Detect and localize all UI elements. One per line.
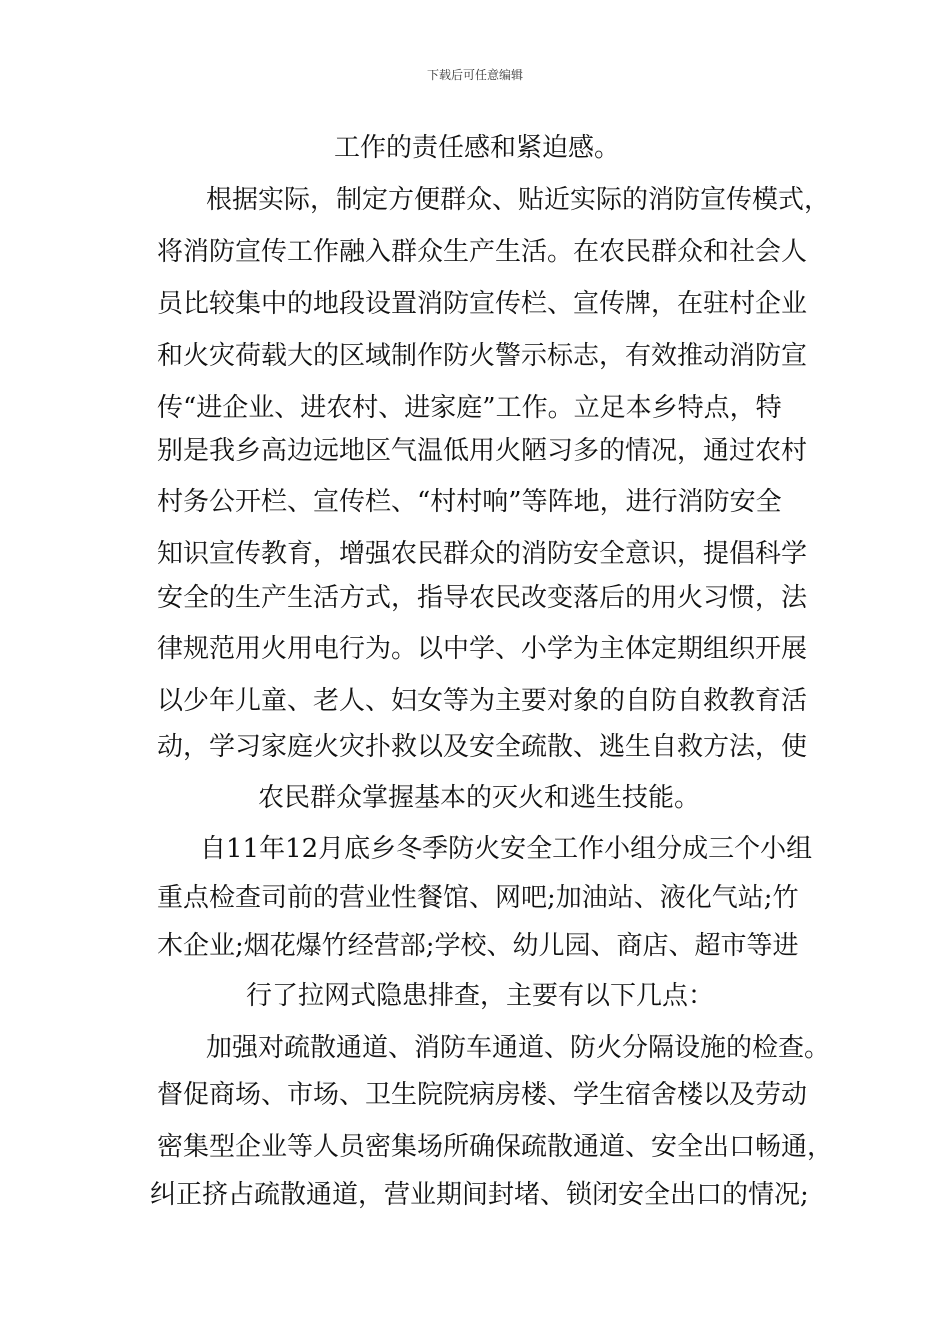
text-line: 督促商场、市场、卫生院院病房楼、学生宿舍楼以及劳动 [157,1080,808,1110]
text-line: 动，学习家庭火灾扑救以及安全疏散、逃生自救方法，使 [157,732,808,762]
text-line: 重点检查司前的营业性餐馆、网吧;加油站、液化气站;竹 [157,883,799,913]
text-line: 行了拉网式隐患排查，主要有以下几点： [246,981,715,1011]
text-line: 和火灾荷载大的区域制作防火警示标志，有效推动消防宣 [157,341,808,371]
text-line: 村务公开栏、宣传栏、“村村响”等阵地，进行消防安全 [157,487,782,517]
text-line: 自11年12月底乡冬季防火安全工作小组分成三个小组 [200,834,813,864]
text-line: 以少年儿童、老人、妇女等为主要对象的自防自救教育活 [157,686,808,716]
text-line: 木企业;烟花爆竹经营部;学校、幼儿园、商店、超市等进 [157,931,799,961]
text-line: 将消防宣传工作融入群众生产生活。在农民群众和社会人 [157,237,808,267]
text-line: 律规范用火用电行为。以中学、小学为主体定期组织开展 [157,634,808,664]
text-line: 知识宣传教育，增强农民群众的消防安全意识，提倡科学 [157,539,808,569]
text-line: 别是我乡高边远地区气温低用火陋习多的情况，通过农村 [157,436,808,466]
text-line: 员比较集中的地段设置消防宣传栏、宣传牌，在驻村企业 [157,289,808,319]
text-line: 传“进企业、进农村、进家庭”工作。立足本乡特点，特 [157,393,782,423]
text-line: 加强对疏散通道、消防车通道、防火分隔设施的检查。 [206,1033,831,1063]
text-line: 农民群众掌握基本的灭火和逃生技能。 [258,783,701,813]
text-line: 密集型企业等人员密集场所确保疏散通道、安全出口畅通， [157,1132,834,1162]
text-line: 根据实际，制定方便群众、贴近实际的消防宣传模式， [206,185,831,215]
page-header: 下载后可任意编辑 [426,68,523,82]
text-line: 安全的生产生活方式，指导农民改变落后的用火习惯，法 [157,583,808,613]
text-line: 工作的责任感和紧迫感。 [334,133,621,163]
text-line: 纠正挤占疏散通道，营业期间封堵、锁闭安全出口的情况; [150,1180,809,1210]
